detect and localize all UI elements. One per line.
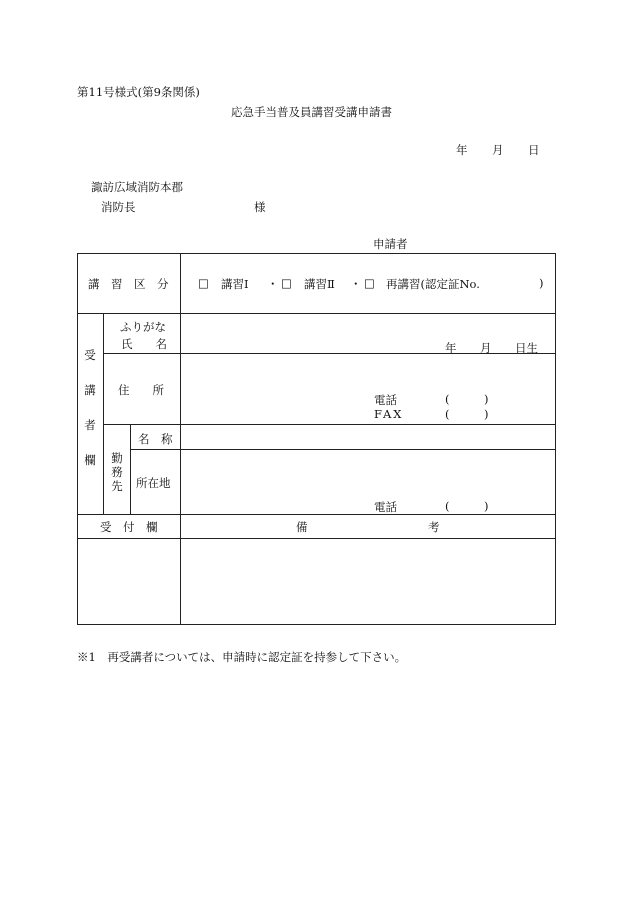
workplace-char: 務 (111, 465, 123, 479)
fax-label: FAX (374, 407, 404, 421)
phone-label: 電話 (374, 393, 397, 407)
remarks-label-1: 備 (296, 520, 308, 534)
workplace-section-label (110, 453, 124, 495)
furigana-label: ふりがな (120, 320, 166, 334)
row-divider (78, 538, 555, 539)
column-divider (103, 313, 104, 514)
column-divider (180, 254, 181, 624)
attendee-char: 講 (84, 383, 96, 397)
birth-month-label: 月 (480, 341, 492, 355)
application-form-table (77, 253, 556, 625)
workplace-name-label: 名 称 (138, 432, 173, 446)
separator-dot: ・ (267, 277, 279, 291)
attendee-char: 者 (84, 418, 96, 432)
birth-day-label: 日生 (515, 341, 538, 355)
course3-label: 再講習(認定証No. (386, 277, 480, 291)
page-title: 応急手当普及員講習受講申請書 (231, 105, 392, 119)
course1-label: 講習Ⅰ (221, 277, 249, 291)
remarks-label-2: 考 (428, 520, 440, 534)
footnote: ※1 再受講者については、申請時に認定証を持参して下さい。 (77, 650, 407, 664)
fax-paren-open: ( (445, 407, 450, 421)
column-divider (130, 424, 131, 514)
row-divider (103, 424, 555, 425)
row-divider (130, 449, 555, 450)
course1-checkbox[interactable]: □ (198, 276, 209, 290)
work-phone-label: 電話 (374, 500, 397, 514)
course3-close-paren: ) (539, 276, 544, 290)
course-type-label: 講 習 区 分 (88, 277, 169, 291)
fax-paren-close: ) (484, 407, 489, 421)
course2-checkbox[interactable]: □ (281, 276, 292, 290)
addressee-org: 諏訪広域消防本郡 (91, 180, 183, 194)
workplace-char: 先 (111, 479, 123, 493)
addressee-chief: 消防長 (101, 200, 136, 214)
workplace-char: 勤 (111, 451, 123, 465)
reception-label: 受 付 欄 (100, 520, 158, 534)
addressee-honorific: 様 (254, 200, 266, 214)
work-phone-paren-close: ) (484, 499, 489, 513)
attendee-char: 欄 (84, 453, 96, 467)
form-number: 第11号様式(第9条関係) (77, 85, 200, 99)
workplace-address-label: 所在地 (136, 476, 171, 490)
separator-dot: ・ (350, 277, 362, 291)
phone-paren-close: ) (484, 392, 489, 406)
date-year-label: 年 (456, 143, 468, 157)
birth-year-label: 年 (445, 341, 457, 355)
course3-checkbox[interactable]: □ (364, 276, 375, 290)
row-divider (78, 514, 555, 515)
work-phone-paren-open: ( (445, 499, 450, 513)
course2-label: 講習Ⅱ (304, 277, 335, 291)
applicant-label: 申請者 (373, 237, 408, 251)
phone-paren-open: ( (445, 392, 450, 406)
address-label: 住 所 (118, 383, 164, 397)
date-month-label: 月 (492, 143, 504, 157)
date-day-label: 日 (528, 143, 540, 157)
row-divider (78, 313, 555, 314)
attendee-section-label (83, 350, 97, 490)
attendee-char: 受 (84, 348, 96, 362)
name-label: 氏 名 (121, 337, 167, 351)
